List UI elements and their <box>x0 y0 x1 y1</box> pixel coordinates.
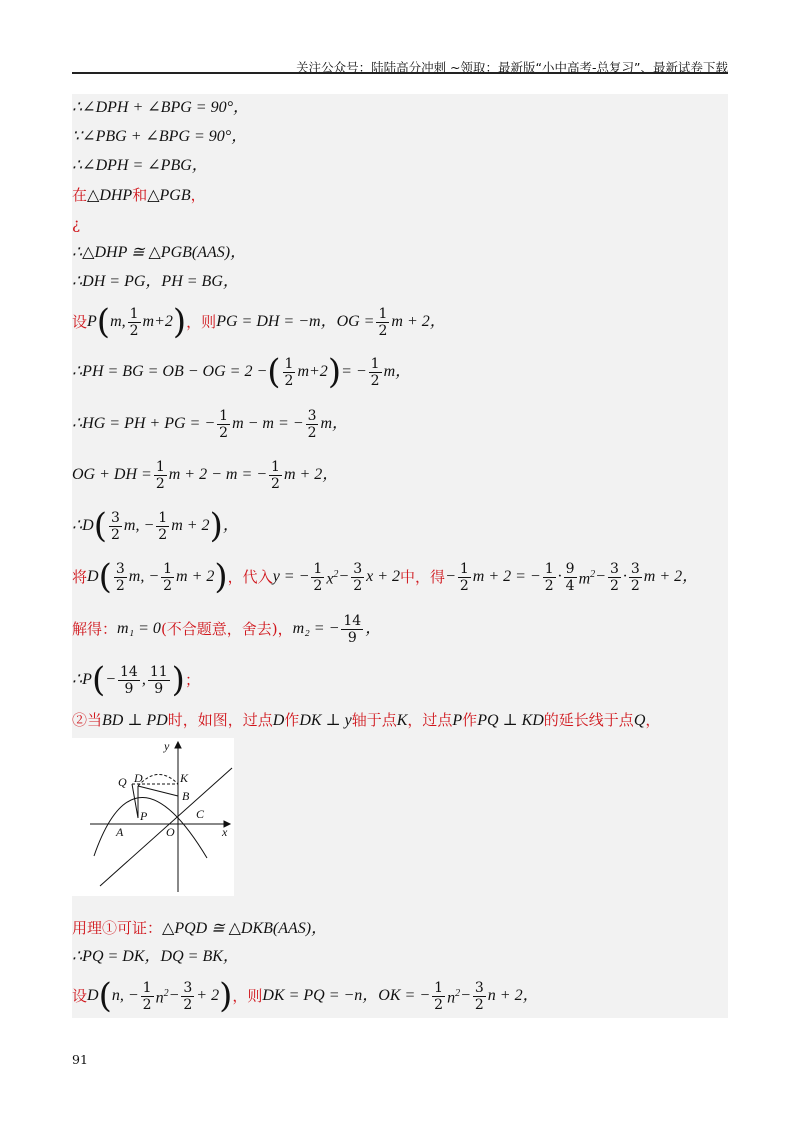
label-c: C <box>196 807 205 821</box>
var-p: P <box>87 313 97 330</box>
expr: − <box>595 568 606 585</box>
text-zai: 在 <box>72 186 88 204</box>
expr: m， <box>320 415 349 432</box>
fraction: $\frac{3}{2}$ <box>630 560 640 594</box>
label-y: y <box>164 739 170 753</box>
page-number: 91 <box>72 1052 88 1067</box>
text: 用理①可证： <box>72 919 163 937</box>
line-3: ∴∠DPH = ∠PBG， <box>72 157 208 174</box>
text: 的延长线于点 <box>543 711 634 729</box>
text-he: 和 <box>132 186 148 204</box>
fraction: $\frac{1}{2}$ <box>129 305 139 339</box>
fraction: $\frac{1}{2}$ <box>544 560 554 594</box>
expr: = − <box>341 363 367 380</box>
text-zhongde: 中，得 <box>400 568 446 586</box>
expr: y = − <box>272 568 310 585</box>
fraction: $\frac{3}{2}$ <box>609 560 619 594</box>
fraction: $\frac{1}{2}$ <box>434 979 444 1013</box>
parabola-diagram <box>72 738 234 896</box>
expr: m − m = − <box>232 415 304 432</box>
expr: P <box>452 712 463 729</box>
text-jiang: 将 <box>72 568 88 586</box>
line-5: ¿ <box>72 215 81 233</box>
expr: n + 2， <box>487 987 539 1004</box>
expr: , <box>141 671 146 688</box>
line-6: ∴△DHP ≅ △PGB(AAS)， <box>72 244 247 261</box>
page-header: 关注公众号：陆陆高分冲刺 ~领取：最新版“小中高考-总复习”、最新试卷下载 <box>296 60 728 75</box>
line-18: ∴PQ = DK，DQ = BK， <box>72 948 239 965</box>
expr: · <box>622 568 627 585</box>
label-k: K <box>180 771 189 785</box>
fraction: $\frac{3}{2}$ <box>474 979 484 1013</box>
fraction: $\frac{3}{2}$ <box>115 560 125 594</box>
var-m: m, <box>110 313 126 330</box>
expr: m + 2， <box>643 568 699 585</box>
expr: D <box>272 712 285 729</box>
expr: △PQD ≅ △DKB(AAS)， <box>162 920 328 937</box>
expr: m, − <box>128 568 160 585</box>
expr: BD ⊥ PD <box>102 712 168 729</box>
text-she: 设 <box>72 987 88 1005</box>
expr: m + 2 = − <box>472 568 541 585</box>
expr: ∴PH = BG = OB − OG = 2 − <box>72 363 268 380</box>
text: 作 <box>284 711 300 729</box>
text: ，过点 <box>407 711 453 729</box>
expr: x + 2 <box>366 568 401 585</box>
header-divider <box>72 72 728 74</box>
expr: · <box>557 568 562 585</box>
line-1: ∴∠DPH + ∠BPG = 90°， <box>72 99 249 116</box>
fraction: $\frac{1}{2}$ <box>163 560 173 594</box>
expr-x2: $x^2$ <box>326 568 339 588</box>
text: 轴于点 <box>351 711 397 729</box>
expr: DK = PQ = −n，OK = − <box>262 987 431 1004</box>
expr: m, − <box>123 517 155 534</box>
expr: PG = DH = −m，OG = <box>216 313 375 330</box>
fraction: $\frac{1}{2}$ <box>370 355 380 389</box>
label-x: x <box>222 825 228 839</box>
text-ze: ，则 <box>186 313 217 331</box>
fraction: $\frac{9}{4}$ <box>565 560 575 594</box>
var-d: ∴D <box>72 517 94 534</box>
line-10 <box>72 406 348 442</box>
expr: ∴HG = PH + PG = − <box>72 415 216 432</box>
line-2: ∵∠PBG + ∠BPG = 90°， <box>72 128 248 145</box>
expr: ， <box>222 517 239 534</box>
segment-db <box>138 786 178 796</box>
expr: DK ⊥ y <box>299 712 352 729</box>
fraction: $\frac{1}{2}$ <box>155 458 165 492</box>
fraction: $\frac{3}{2}$ <box>307 407 317 441</box>
fraction: $\frac{14}{9}$ <box>120 663 138 697</box>
var-d: D <box>87 987 99 1004</box>
line-11 <box>72 457 338 493</box>
expr: OG + DH = <box>72 466 152 483</box>
geometry-figure <box>72 738 234 896</box>
line-7: ∴DH = PG，PH = BG， <box>72 273 239 290</box>
line-17 <box>72 918 327 939</box>
fraction: $\frac{1}{2}$ <box>378 305 388 339</box>
expr: ， <box>365 620 382 637</box>
expr: m+2 <box>297 363 328 380</box>
expr: m + 2， <box>283 466 339 483</box>
expr: m + 2 <box>171 517 210 534</box>
expr: m， <box>383 363 412 380</box>
label-q: Q <box>118 775 127 789</box>
fraction: $\frac{1}{2}$ <box>313 560 323 594</box>
expr: n, − <box>111 987 139 1004</box>
fraction: $\frac{1}{2}$ <box>284 355 294 389</box>
expr: + 2 <box>196 987 220 1004</box>
text-jiede: 解得： <box>72 620 118 638</box>
fraction: $\frac{1}{2}$ <box>219 407 229 441</box>
expr: PQ ⊥ KD <box>477 712 544 729</box>
fraction: $\frac{3}{2}$ <box>111 509 120 543</box>
text: 时，如图，过点 <box>167 711 273 729</box>
line-13: 将 D ( $\frac{3}{2}$ m, − $\frac{1}{2}$ m + 2 ) ，代入 y = − $\frac{1}{2}$ $x^2$ − $\frac{3}{2}$ x + 2 中，得 − $\frac{1}{2}$ m + 2 = − $\frac{1}{2}$ · $\frac{9}{4}$ $m^2$ − $\frac{3}{2}$ · $\frac{3}{2}$ m + 2， <box>72 557 699 597</box>
fraction: $\frac{3}{2}$ <box>353 560 363 594</box>
segment-qp <box>132 784 138 818</box>
fraction: $\frac{1}{2}$ <box>142 979 152 1013</box>
expr: Q <box>633 712 646 729</box>
expr: m+2 <box>142 313 173 330</box>
line-12: ∴D ( $\frac{3}{2}$ m, − $\frac{1}{2}$ m + 2 ) ， <box>72 506 239 546</box>
line-4: 在△DHP和△PGB， <box>72 186 206 204</box>
line-8: 设 P ( m, $\frac{1}{2}$ m+2 ) ，则 PG = DH = −m，OG = $\frac{1}{2}$ m + 2， <box>72 302 446 342</box>
expr: − <box>105 671 117 688</box>
var-p: ∴P <box>72 671 92 688</box>
expr: m₁ = 0 <box>117 620 161 637</box>
fraction: $\frac{14}{9}$ <box>343 612 362 646</box>
fraction: $\frac{11}{9}$ <box>149 663 168 697</box>
expr: m₂ = − <box>292 620 340 637</box>
expr: K <box>396 712 408 729</box>
text-semicolon: ； <box>184 671 200 689</box>
line-19: 设 D ( n, − $\frac{1}{2}$ $n^2$ − $\frac{3}{2}$ + 2 ) ，则 DK = PQ = −n，OK = − $\frac{1}{2}$ $n^2$ − $\frac{3}{2}$ n + 2， <box>72 976 539 1016</box>
line-9: ∴PH = BG = OB − OG = 2 − ( $\frac{1}{2}$ m+2 ) = − $\frac{1}{2}$ m， <box>72 352 412 392</box>
text: ②当 <box>72 711 103 729</box>
fraction: $\frac{1}{2}$ <box>459 560 469 594</box>
text-ze: ，则 <box>232 987 263 1005</box>
fraction: $\frac{1}{2}$ <box>271 458 280 492</box>
label-p: P <box>140 809 148 823</box>
expr: m + 2 <box>176 568 215 585</box>
text-buhe: (不合题意，舍去)， <box>160 620 293 638</box>
expr: − <box>460 987 471 1004</box>
y-arrow-icon <box>175 742 181 748</box>
text: ， <box>645 711 661 729</box>
expr-m2: $m^2$ <box>578 568 596 588</box>
line-15: ∴P ( − $\frac{14}{9}$ , $\frac{11}{9}$ ) ； <box>72 660 200 700</box>
solution-content <box>72 94 728 1018</box>
expr: m + 2， <box>391 313 446 330</box>
parabola-curve <box>94 797 207 858</box>
expr: m + 2 − m = − <box>168 466 268 483</box>
expr-n2: $n^2$ <box>447 987 461 1007</box>
label-d: D <box>134 771 143 785</box>
fraction: $\frac{3}{2}$ <box>183 979 193 1013</box>
label-b: B <box>182 789 190 803</box>
line-14 <box>72 611 381 647</box>
expr-n2: $n^2$ <box>155 987 169 1007</box>
text-dairu: ，代入 <box>227 568 273 586</box>
expr: − <box>338 568 350 585</box>
label-a: A <box>116 825 124 839</box>
text-she: 设 <box>72 313 88 331</box>
var-d: D <box>87 568 99 585</box>
text: 作 <box>462 711 478 729</box>
triangle-pgb: △PGB <box>147 187 191 204</box>
expr: − <box>445 568 456 585</box>
expr: − <box>168 987 180 1004</box>
triangle-dhp: △DHP <box>87 187 133 204</box>
line-16 <box>72 710 660 731</box>
label-o: O <box>166 825 175 839</box>
fraction: $\frac{1}{2}$ <box>158 509 168 543</box>
